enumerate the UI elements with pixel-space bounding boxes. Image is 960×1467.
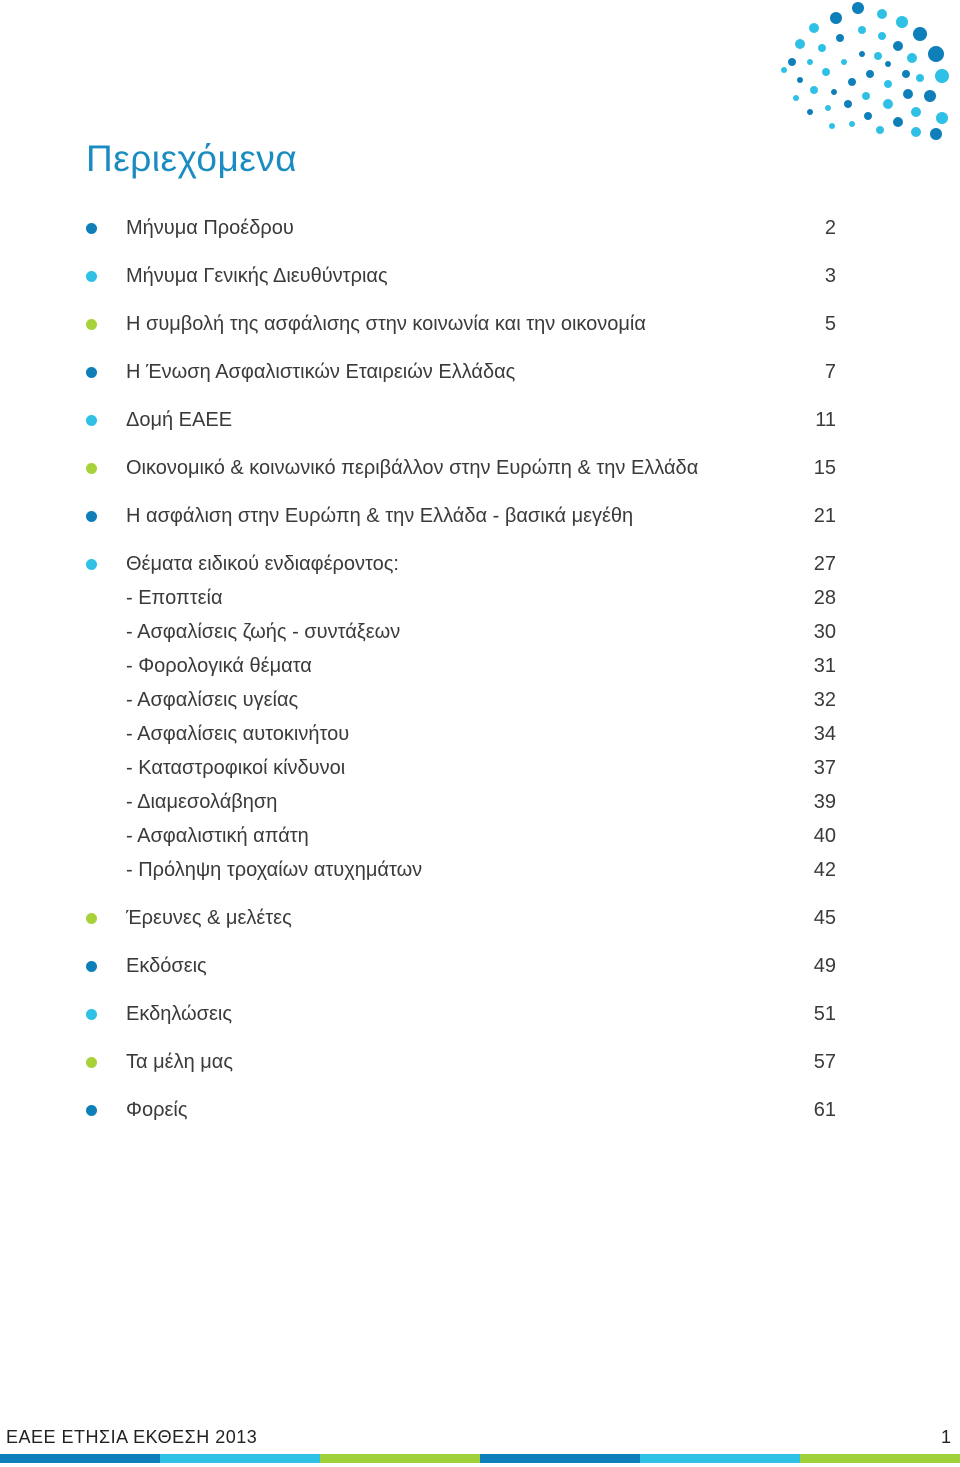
toc-entry[interactable] <box>86 753 836 783</box>
toc-entry-page: 30 <box>813 620 836 643</box>
toc-entry-label: Η Ένωση Ασφαλιστικών Εταιρειών Ελλάδας <box>126 360 516 383</box>
logo-dot <box>903 89 913 99</box>
logo-dot <box>841 59 847 65</box>
bullet-dot-icon <box>86 415 97 426</box>
toc-entry[interactable] <box>86 549 836 579</box>
logo-dot <box>836 34 844 42</box>
toc-entry-label: Εκδηλώσεις <box>126 1002 233 1025</box>
footer-bar-segment <box>800 1454 960 1463</box>
toc-entry-label: Εκδόσεις <box>126 954 207 977</box>
toc-entry-page: 27 <box>813 552 836 575</box>
toc-entry[interactable] <box>86 999 836 1029</box>
toc-entry[interactable] <box>86 685 836 715</box>
logo-dot <box>896 16 908 28</box>
bullet-dot-icon <box>86 1009 97 1020</box>
toc-entry[interactable] <box>86 855 836 885</box>
logo-dot <box>829 123 835 129</box>
logo-dot <box>862 92 870 100</box>
toc-entry-label: Μήνυμα Γενικής Διευθύντριας <box>126 264 388 287</box>
toc-entry[interactable] <box>86 787 836 817</box>
logo-dot <box>878 32 886 40</box>
logo-dot <box>935 69 949 83</box>
toc-entry-page: 11 <box>815 408 836 431</box>
logo-dot <box>822 68 830 76</box>
toc-entry-page: 40 <box>813 824 836 847</box>
footer-page-number: 1 <box>940 1427 951 1447</box>
logo-dot <box>797 77 803 83</box>
footer-bar-segment <box>640 1454 800 1463</box>
logo-dot <box>830 12 842 24</box>
logo-dot <box>885 61 891 67</box>
bullet-dot-icon <box>86 367 97 378</box>
toc-entry[interactable] <box>86 821 836 851</box>
logo-dot <box>876 126 884 134</box>
logo-dot <box>907 53 917 63</box>
logo-dot <box>911 107 921 117</box>
toc-entry-label: - Φορολογικά θέματα <box>126 654 312 677</box>
toc-entry[interactable] <box>86 309 836 339</box>
toc-entry-label: - Εποπτεία <box>126 586 223 609</box>
toc-entry-page: 31 <box>813 654 836 677</box>
logo-dot <box>864 112 872 120</box>
logo-dot <box>809 23 819 33</box>
bullet-dot-icon <box>86 559 97 570</box>
bullet-dot-icon <box>86 1057 97 1068</box>
bullet-dot-icon <box>86 271 97 282</box>
toc-entry-page: 21 <box>813 504 836 527</box>
footer-bar-segment <box>320 1454 480 1463</box>
toc-entry-label: Φορείς <box>126 1098 188 1121</box>
toc-entry-page: 5 <box>824 312 836 335</box>
logo-dot <box>852 2 864 14</box>
toc-entry[interactable] <box>86 261 836 291</box>
toc-entry[interactable] <box>86 719 836 749</box>
bullet-dot-icon <box>86 223 97 234</box>
logo-dot <box>825 105 831 111</box>
logo-dot <box>928 46 944 62</box>
toc-entry-page: 57 <box>813 1050 836 1073</box>
bullet-dot-icon <box>86 511 97 522</box>
toc-entry-page: 45 <box>813 906 836 929</box>
logo-dot <box>911 127 921 137</box>
logo-dot <box>924 90 936 102</box>
toc-entry-label: Οικονομικό & κοινωνικό περιβάλλον στην Ευρώπη & την Ελλάδα <box>126 456 699 479</box>
footer-bar-segment <box>0 1454 160 1463</box>
logo-dot <box>858 26 866 34</box>
logo-dot <box>831 89 837 95</box>
toc-entry-page: 3 <box>824 264 836 287</box>
toc-entry[interactable] <box>86 213 836 243</box>
logo-dot <box>936 112 948 124</box>
toc-entry[interactable] <box>86 405 836 435</box>
bullet-dot-icon <box>86 463 97 474</box>
toc-entry-page: 42 <box>813 858 836 881</box>
toc-entry-page: 37 <box>813 756 836 779</box>
logo-dots-graphic <box>770 0 960 145</box>
toc-entry-page: 32 <box>813 688 836 711</box>
bullet-dot-icon <box>86 319 97 330</box>
footer-bar-segment <box>160 1454 320 1463</box>
toc-entry[interactable] <box>86 583 836 613</box>
logo-dot <box>877 9 887 19</box>
logo-dot <box>849 121 855 127</box>
logo-dot <box>893 41 903 51</box>
logo-dot <box>788 58 796 66</box>
toc-entry-label: - Πρόληψη τροχαίων ατυχημάτων <box>126 858 423 881</box>
logo-dot <box>884 80 892 88</box>
logo-dot <box>781 67 787 73</box>
toc-entry-label: Μήνυμα Προέδρου <box>126 216 294 239</box>
toc-entry-page: 39 <box>813 790 836 813</box>
logo-dot <box>848 78 856 86</box>
toc-entry-label: Τα μέλη μας <box>126 1050 233 1073</box>
toc-entry-page: 61 <box>813 1098 836 1121</box>
toc-entry-page: 34 <box>813 722 836 745</box>
toc-entry-label: - Ασφαλίσεις αυτοκινήτου <box>126 722 350 745</box>
toc-entry[interactable] <box>86 903 836 933</box>
logo-dot <box>930 128 942 140</box>
logo-dot <box>807 59 813 65</box>
toc-entry-label: - Ασφαλιστική απάτη <box>126 824 309 847</box>
bullet-dot-icon <box>86 913 97 924</box>
toc-entry-page: 2 <box>824 216 836 239</box>
logo-dot <box>866 70 874 78</box>
toc-entry-label: Θέματα ειδικού ενδιαφέροντος: <box>126 552 399 575</box>
toc-entry-label: - Ασφαλίσεις ζωής - συντάξεων <box>126 620 401 643</box>
bullet-dot-icon <box>86 961 97 972</box>
toc-entry-page: 51 <box>813 1002 836 1025</box>
logo-dot <box>893 117 903 127</box>
toc-entry-label: Η συμβολή της ασφάλισης στην κοινωνία και την οικονομία <box>126 312 646 335</box>
logo-dot <box>818 44 826 52</box>
logo-dot <box>916 74 924 82</box>
toc-entry[interactable] <box>86 651 836 681</box>
logo-dot <box>807 109 813 115</box>
toc-entry-label: - Καταστροφικοί κίνδυνοι <box>126 756 346 779</box>
logo-dot <box>874 52 882 60</box>
toc-entry-label: Η ασφάλιση στην Ευρώπη & την Ελλάδα - βασικά μεγέθη <box>126 504 634 527</box>
footer-report-title: ΕΑΕΕ ΕΤΗΣΙΑ ΕΚΘΕΣΗ 2013 <box>6 1427 258 1447</box>
toc-entry[interactable] <box>86 453 836 483</box>
toc-entry[interactable] <box>86 617 836 647</box>
bullet-dot-icon <box>86 1105 97 1116</box>
logo-dot <box>913 27 927 41</box>
logo-dot <box>793 95 799 101</box>
toc-entry-page: 49 <box>813 954 836 977</box>
toc-entry-label: - Διαμεσολάβηση <box>126 790 278 813</box>
logo-dot <box>859 51 865 57</box>
toc-entry[interactable] <box>86 1095 836 1125</box>
logo-dot <box>844 100 852 108</box>
logo-dot <box>810 86 818 94</box>
toc-entry[interactable] <box>86 357 836 387</box>
toc-entry-label: Δομή ΕΑΕΕ <box>126 408 233 431</box>
toc-entry-label: - Ασφαλίσεις υγείας <box>126 688 299 711</box>
logo-dot <box>795 39 805 49</box>
footer-bar-segment <box>480 1454 640 1463</box>
toc-entry-page: 15 <box>813 456 836 479</box>
logo-dot <box>902 70 910 78</box>
page-title: Περιεχόμενα <box>86 138 298 179</box>
footer-color-bar <box>0 1454 960 1463</box>
toc-entry[interactable] <box>86 1047 836 1077</box>
toc-entry[interactable] <box>86 501 836 531</box>
toc-entry-page: 7 <box>824 360 836 383</box>
toc-entry-label: Έρευνες & μελέτες <box>126 906 292 929</box>
logo-dot <box>883 99 893 109</box>
toc-entry[interactable] <box>86 951 836 981</box>
toc-entry-page: 28 <box>813 586 836 609</box>
